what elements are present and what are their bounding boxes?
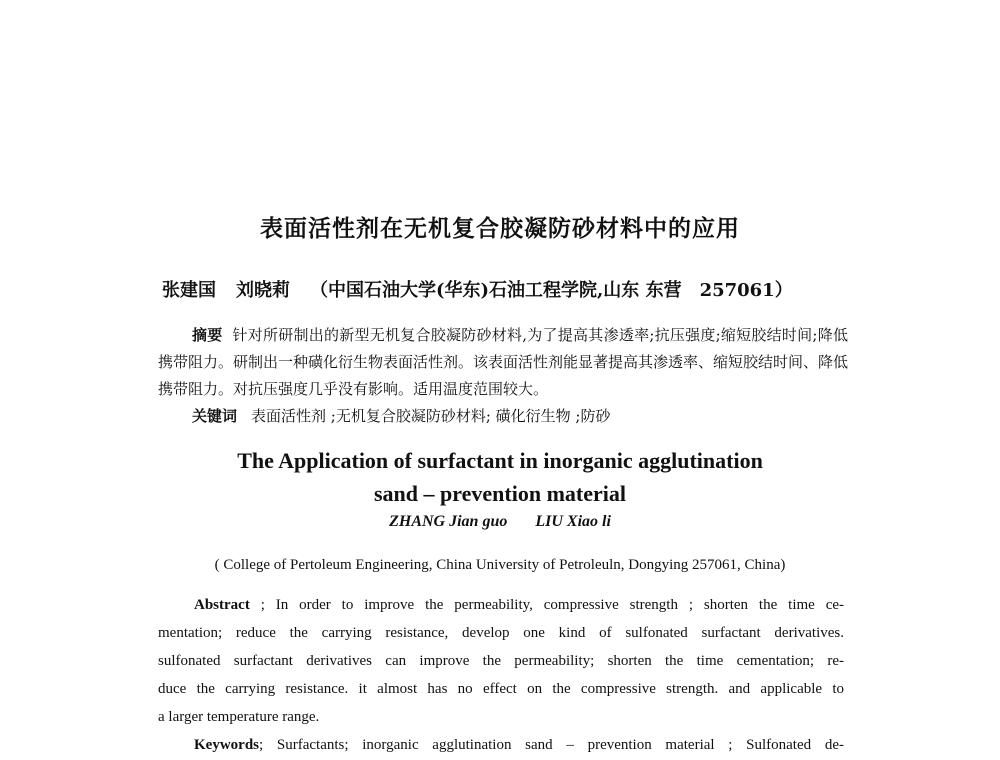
chinese-author-2: 刘晓莉 xyxy=(236,280,290,301)
chinese-title: 表面活性剂在无机复合胶凝防砂材料中的应用 xyxy=(260,216,740,242)
english-abstract-line-5: a larger temperature range. xyxy=(158,709,320,725)
chinese-affiliation: （中国石油大学(华东)石油工程学院,山东 东营 257061） xyxy=(310,280,793,301)
chinese-abstract-text: 针对所研制出的新型无机复合胶凝防砂材料,为了提高其渗透率;抗压强度;缩短胶结时间;降低携带阻力。研制出一种磺化衍生物表面活性剂。该表面活性剂能显著提高其渗透率、缩短胶结时间、降低携带阻力。对抗压强度几乎没有影响。适用温度范围较大。 xyxy=(158,326,849,398)
english-keywords-label: Keywords xyxy=(194,737,259,753)
english-abstract-line-3: sulfonated surfactant derivatives can improve the permeability; shorten the time cementation; re- xyxy=(158,653,844,669)
chinese-author-line xyxy=(162,276,793,302)
english-author-line xyxy=(0,513,1000,531)
english-abstract-line-2: mentation; reduce the carrying resistance, develop one kind of sulfonated surfactant derivatives. xyxy=(158,625,844,641)
chinese-keywords-label: 关键词 xyxy=(192,407,238,425)
english-author-2: LIU Xiao li xyxy=(535,513,611,530)
chinese-abstract xyxy=(158,322,848,403)
english-keywords-text: ; Surfactants; inorganic agglutination sand – prevention material ; Sulfonated de- xyxy=(259,737,844,753)
english-abstract-label: Abstract xyxy=(194,597,250,613)
english-title-line-1: The Application of surfactant in inorganic agglutination xyxy=(237,448,763,473)
english-keywords-line xyxy=(158,737,844,754)
english-author-1: ZHANG Jian guo xyxy=(389,513,508,530)
english-title-line-2: sand – prevention material xyxy=(374,481,626,506)
english-abstract-line-4: duce the carrying resistance. it almost has no effect on the compressive strength. and applicable to xyxy=(158,681,844,697)
chinese-author-1: 张建国 xyxy=(162,280,216,301)
chinese-abstract-label: 摘要 xyxy=(192,326,223,344)
chinese-keywords xyxy=(192,405,610,426)
english-affiliation: ( College of Pertoleum Engineering, China University of Petroleuln, Dongying 257061, China) xyxy=(214,557,786,573)
chinese-keywords-text: 表面活性剂 ;无机复合胶凝防砂材料; 磺化衍生物 ;防砂 xyxy=(251,407,611,425)
english-abstract-line-1: Abstract ; In order to improve the permeability, compressive strength ; shorten the time ce- xyxy=(194,597,844,613)
